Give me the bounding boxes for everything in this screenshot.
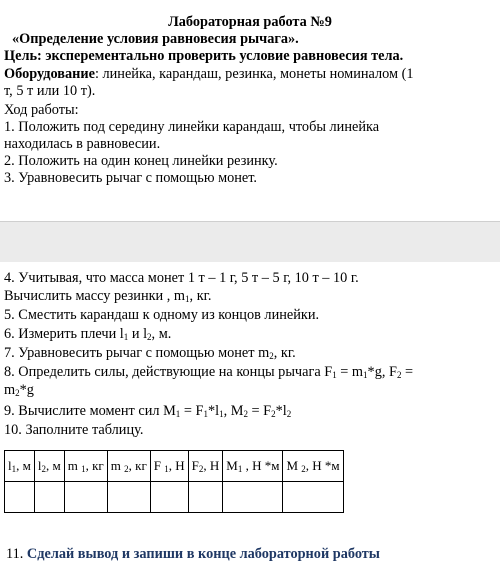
step4-line2: Вычислить массу резинки , $m_1$, кг. [4, 288, 212, 304]
results-table [4, 450, 344, 513]
lab-title: Лабораторная работа №9 [168, 14, 332, 30]
equipment-line1 [4, 66, 414, 83]
step5: 5. Сместить карандаш к одному из концов линейки. [4, 307, 320, 323]
step4-line1: 4. Учитывая, что масса монет 1 т – 1 г, 5 т – 5 г, 10 т – 10 г. [4, 270, 359, 286]
table-cell[interactable] [150, 482, 188, 513]
step8-line1: 8. Определить силы, действующие на концы рычага $F_1 = m_1*g$, $F_2$ = [4, 364, 414, 380]
step10: 10. Заполните таблицу. [4, 422, 144, 438]
progress-heading: Ход работы: [4, 102, 79, 118]
table-header-cell: m $_1$, кг [64, 451, 107, 482]
table-header-row [5, 451, 344, 482]
table-cell[interactable] [283, 482, 343, 513]
table-header-cell: $F_2$, Н [188, 451, 223, 482]
table-cell[interactable] [188, 482, 223, 513]
table-cell[interactable] [34, 482, 64, 513]
step1-line2: находилась в равновесии. [4, 136, 161, 152]
equipment-label: Оборудование [4, 66, 95, 82]
equipment-text: : линейка, карандаш, резинка, монеты номиналом (1 [94, 66, 414, 82]
table-cell[interactable] [223, 482, 283, 513]
table-cell[interactable] [5, 482, 35, 513]
table-header-cell: m $_2$, кг [107, 451, 150, 482]
lab-goal: Цель: эксперементально проверить условие равновесия тела. [4, 48, 404, 64]
step1-line1: 1. Положить под середину линейки карандаш, чтобы линейка [4, 119, 380, 135]
lab-subtitle: «Определение условия равновесия рычага». [12, 31, 299, 47]
step3: 3. Уравновесить рычаг с помощью монет. [4, 170, 258, 186]
page-top [0, 0, 500, 222]
table-header-cell: M $_2$, Н *м [283, 451, 343, 482]
step9: 9. Вычислите момент сил $M_1 = F_1*l_1$, $M_2 = F_2*l_2$ [4, 403, 292, 419]
step7: 7. Уравновесить рычаг с помощью монет $m_2$, кг. [4, 345, 296, 361]
table-row [5, 482, 344, 513]
table-cell[interactable] [64, 482, 107, 513]
page-gap [0, 222, 500, 262]
table-cell[interactable] [107, 482, 150, 513]
equipment-line2: т, 5 т или 10 т). [4, 83, 96, 99]
step11: 11. Сделай вывод и запиши в конце лабораторной работы [6, 546, 380, 562]
table-header-cell: F $_1$, Н [150, 451, 188, 482]
step6: 6. Измерить плечи $l_1$ и $l_2$, м. [4, 326, 172, 342]
page-bottom [0, 262, 500, 567]
step8-line2: $m_2*g$ [4, 382, 34, 398]
step2: 2. Положить на один конец линейки резинку. [4, 153, 278, 169]
table-header-cell: $l_1$, м [5, 451, 35, 482]
table-header-cell: $M_1$ , Н *м [223, 451, 283, 482]
table-header-cell: $l_2$, м [34, 451, 64, 482]
